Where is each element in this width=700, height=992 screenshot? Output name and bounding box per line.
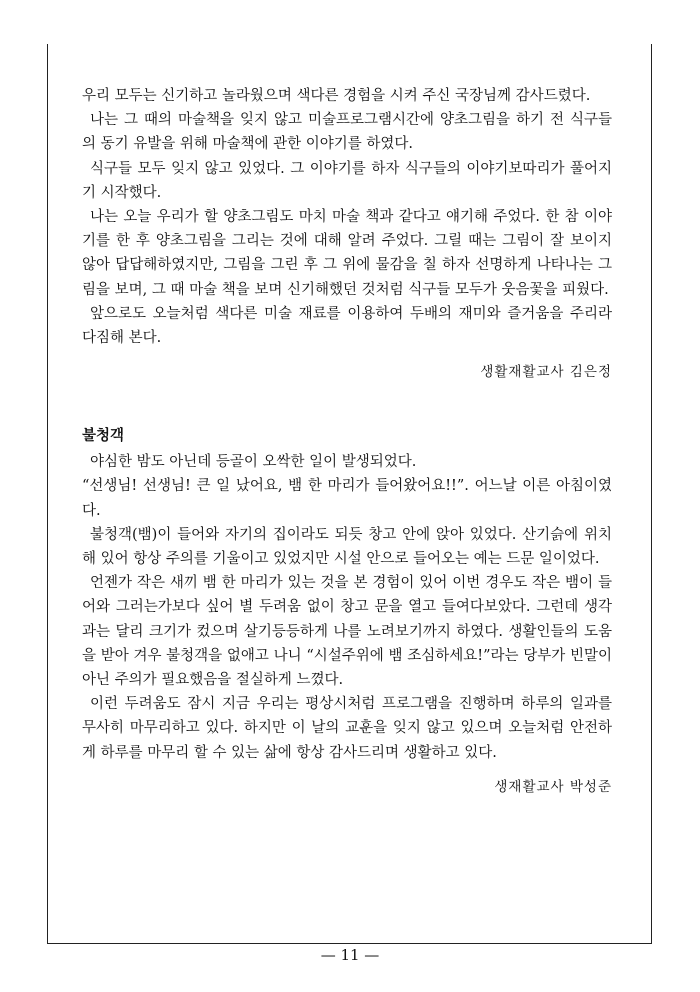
paragraph: “선생님! 선생님! 큰 일 났어요, 뱀 한 마리가 들어왔어요!!”. 어느날 이른 아침이였다. <box>82 478 612 519</box>
paragraph: 우리 모두는 신기하고 놀라웠으며 색다른 경험을 시켜 주신 국장님께 감사드렸다. <box>82 88 591 104</box>
paragraph: 식구들 모두 잊지 않고 있었다. 그 이야기를 하자 식구들의 이야기보따리가 풀어지기 시작했다. <box>82 160 612 201</box>
article-title: 불청객 <box>82 427 125 445</box>
paragraph: 나는 그 때의 마술책을 잊지 않고 미술프로그램시간에 양초그림을 하기 전 식구들의 동기 유발을 위해 마술책에 관한 이야기를 하였다. <box>82 112 612 153</box>
page-content <box>82 84 612 797</box>
paragraph: 앞으로도 오늘처럼 색다른 미술 재료를 이용하여 두배의 재미와 즐거움을 주리라 다짐해 본다. <box>82 305 612 347</box>
paragraph: 야심한 밤도 아닌데 등골이 오싹한 일이 발생되었다. <box>90 454 417 471</box>
paragraph: 나는 오늘 우리가 할 양초그림도 마치 마술 책과 같다고 얘기해 주었다. 한 참 이야기를 한 후 양초그림을 그리는 것에 대해 알려 주었다. 그릴 때는 그림이 잘 보이지 않아 답답해하였지만, 그림을 그린 후 그 위에 물감을 칠 하자 선명하게 나타나는 그림을 보며, 그 때 마술 책을 보며 신기해했던 것처럼 식구들 모두가 웃음꽃을 피웠다. <box>82 209 612 298</box>
author-signature: 생활재활교사 김은정 <box>480 364 612 381</box>
paragraph: 이런 두려움도 잠시 지금 우리는 평상시처럼 프로그램을 진행하며 하루의 일과를 무사히 마무리하고 있다. 하지만 이 날의 교훈을 잊지 않고 있으며 오늘처럼 안전하게 하루를 마무리 할 수 있는 삶에 항상 감사드리며 생활하고 있다. <box>82 696 612 761</box>
author-signature: 생재활교사 박성준 <box>494 778 612 795</box>
paragraph: 불청객(뱀)이 들어와 자기의 집이라도 되듯 창고 안에 앉아 있었다. 산기슭에 위치해 있어 항상 주의를 기울이고 있었지만 시설 안으로 들어오는 예는 드문 일이었다. <box>82 526 612 568</box>
paragraph: 언젠가 작은 새끼 뱀 한 마리가 있는 것을 본 경험이 있어 이번 경우도 작은 뱀이 들어와 그러는가보다 싶어 별 두려움 없이 창고 문을 열고 들여다보았다. 그런데 생각과는 달리 크기가 컸으며 살기등등하게 나를 노려보기까지 하였다. 생활인들의 도움을 받아 겨우 불청객을 없애고 나니 “시설주위에 뱀 조심하세요!”라는 당부가 빈말이 아닌 주의가 필요했음을 절실하게 느꼈다. <box>82 575 612 689</box>
page-number: — 11 — <box>320 946 380 964</box>
